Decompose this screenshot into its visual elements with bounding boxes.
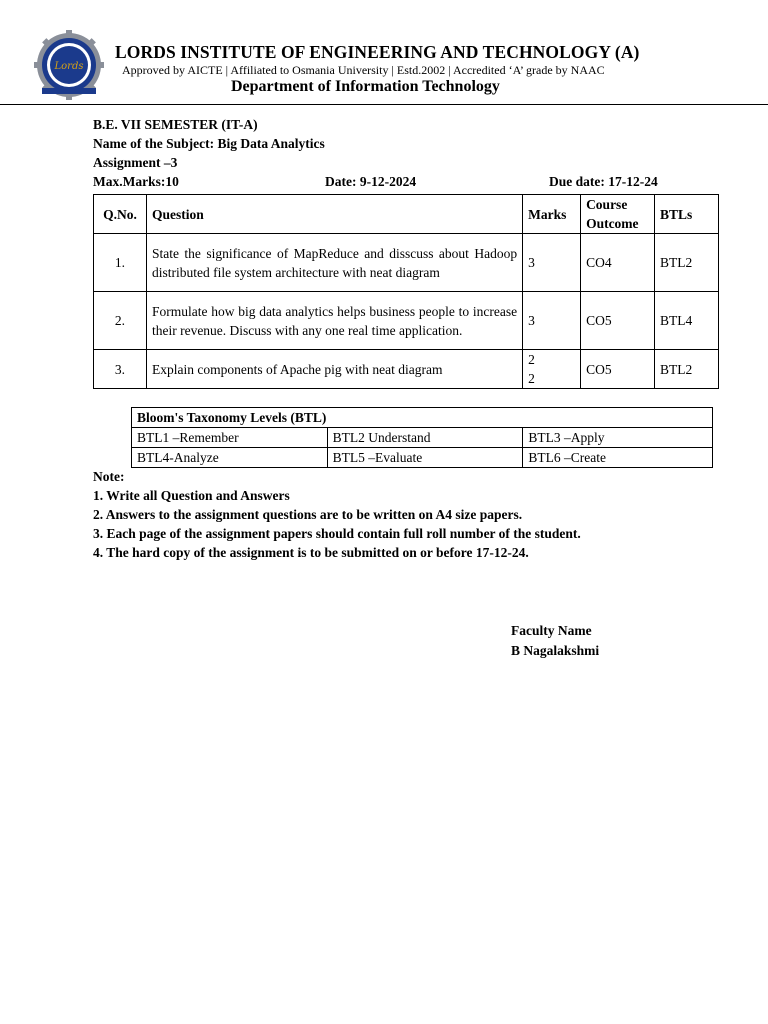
table-row	[94, 292, 719, 350]
logo-text: Lords	[54, 61, 84, 72]
question-marks: 3	[523, 234, 581, 292]
question-table-header	[94, 195, 719, 234]
note-item: 1. Write all Question and Answers	[93, 488, 290, 503]
header-btls: BTLs	[655, 195, 719, 234]
college-logo	[34, 30, 104, 100]
question-marks	[523, 350, 581, 389]
institute-approval: Approved by AICTE | Affiliated to Osmania University | Estd.2002 | Accredited ‘A’ grade by NAAC	[122, 63, 605, 77]
btl-table-title: Bloom's Taxonomy Levels (BTL)	[132, 408, 713, 428]
header-divider	[0, 104, 768, 105]
max-marks: Max.Marks:10	[93, 174, 179, 189]
note-item: 3. Each page of the assignment papers should contain full roll number of the student.	[93, 526, 581, 541]
question-number: 1.	[94, 234, 147, 292]
assignment-date: Date: 9-12-2024	[325, 174, 417, 189]
note-item: 2. Answers to the assignment questions are to be written on A4 size papers.	[93, 507, 523, 522]
btl-level: BTL2	[655, 350, 719, 389]
table-row	[132, 448, 713, 468]
subject-name: Name of the Subject: Big Data Analytics	[93, 136, 325, 151]
header-marks: Marks	[523, 195, 581, 234]
note-item: 4. The hard copy of the assignment is to be submitted on or before 17-12-24.	[93, 545, 529, 560]
btl-cell: BTL4-Analyze	[132, 448, 328, 468]
semester: B.E. VII SEMESTER (IT-A)	[93, 117, 258, 132]
question-marks: 3	[523, 292, 581, 350]
course-outcome: CO4	[581, 234, 655, 292]
btl-table-title-row	[132, 408, 713, 428]
question-table	[93, 194, 719, 389]
department-name: Department of Information Technology	[231, 78, 500, 95]
question-marks-line2: 2	[528, 371, 535, 386]
question-text: Explain components of Apache pig with neat diagram	[146, 350, 522, 389]
header-outcome-line2: Outcome	[586, 216, 639, 231]
btl-cell: BTL2 Understand	[327, 428, 523, 448]
btl-cell: BTL1 –Remember	[132, 428, 328, 448]
header-qno: Q.No.	[94, 195, 147, 234]
btl-cell: BTL5 –Evaluate	[327, 448, 523, 468]
faculty-signature-block	[511, 621, 599, 661]
table-row	[94, 350, 719, 389]
table-row	[132, 428, 713, 448]
btl-table	[131, 407, 713, 468]
question-text: Formulate how big data analytics helps business people to increase their revenue. Discuss with any one real time application.	[146, 292, 522, 350]
question-number: 3.	[94, 350, 147, 389]
logo-ribbon	[42, 88, 96, 94]
notes-heading: Note:	[93, 469, 125, 484]
course-outcome: CO5	[581, 350, 655, 389]
header-course-outcome	[581, 195, 655, 234]
question-text: State the significance of MapReduce and disscuss about Hadoop distributed file system architecture with neat diagram	[146, 234, 522, 292]
due-date: Due date: 17-12-24	[549, 174, 658, 189]
btl-level: BTL4	[655, 292, 719, 350]
question-number: 2.	[94, 292, 147, 350]
course-outcome: CO5	[581, 292, 655, 350]
faculty-label: Faculty Name	[511, 623, 592, 638]
notes-section	[93, 467, 581, 562]
header-outcome-line1: Course	[586, 197, 628, 212]
btl-level: BTL2	[655, 234, 719, 292]
assignment-number: Assignment –3	[93, 155, 178, 170]
institute-title: LORDS INSTITUTE OF ENGINEERING AND TECHNOLOGY (A)	[115, 42, 640, 62]
table-row	[94, 234, 719, 292]
btl-cell: BTL3 –Apply	[523, 428, 713, 448]
header-question: Question	[146, 195, 522, 234]
faculty-name: B Nagalakshmi	[511, 643, 600, 658]
btl-cell: BTL6 –Create	[523, 448, 713, 468]
question-marks-line1: 2	[528, 352, 535, 367]
